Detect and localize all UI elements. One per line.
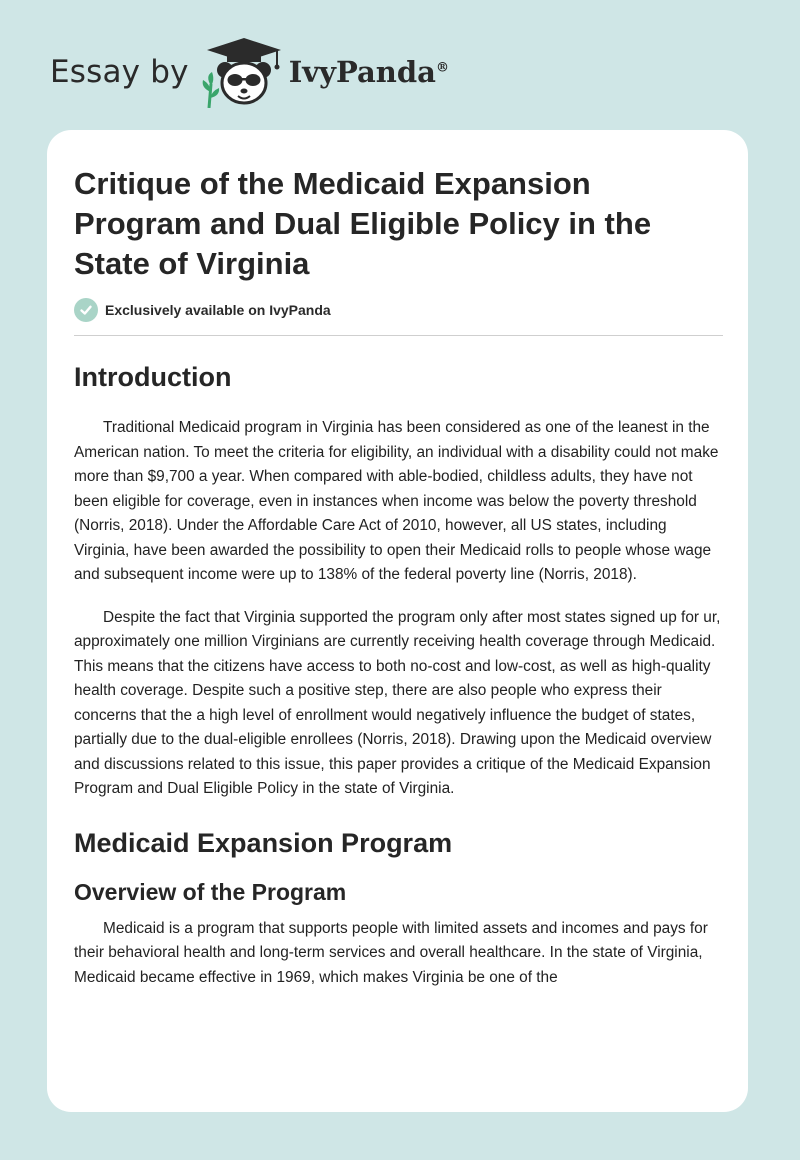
heading-medicaid-expansion: Medicaid Expansion Program: [74, 827, 453, 858]
overview-paragraph-1: Medicaid is a program that supports people with limited assets and incomes and pays for their behavioral health and long-term services and overall healthcare. In the state of Virginia, Medicaid became effective in 1969, which makes Virginia be one of the: [74, 919, 708, 986]
essay-title: Critique of the Medicaid Expansion Program and Dual Eligible Policy in the State of Virginia: [74, 166, 652, 281]
panda-logo-icon: [201, 36, 287, 108]
brand-header: [50, 36, 449, 108]
exclusive-badge: [74, 298, 723, 322]
check-circle-icon: [74, 298, 98, 322]
brand-name: IvyPanda®: [288, 55, 449, 89]
essay-card: [47, 130, 748, 1112]
brand-prefix: Essay by: [50, 54, 189, 90]
heading-overview: Overview of the Program: [74, 878, 347, 905]
heading-introduction: Introduction: [74, 362, 232, 392]
essay-content: [74, 164, 723, 990]
title-divider: [74, 335, 723, 336]
intro-paragraph-2: Despite the fact that Virginia supported the program only after most states signed up for ur, approximately one million Virginians are currently receiving health coverage through Medicaid. This means that the citizens have access to both no-cost and low-cost, as well as high-quality health coverage. Despite such a positive step, there are also people who express their concerns that the a high level of enrollment would negatively influence the budget of states, partially due to the dual-eligible enrollees (Norris, 2018). Drawing upon the Medicaid overview and discussions related to this issue, this paper provides a critique of the Medicaid Expansion Program and Dual Eligible Policy in the state of Virginia.: [74, 608, 721, 797]
exclusive-badge-text: Exclusively available on IvyPanda: [105, 302, 331, 318]
intro-paragraph-1: Traditional Medicaid program in Virginia has been considered as one of the leanest in the American nation. To meet the criteria for eligibility, an individual with a disability could not make more than $9,700 a year. When compared with able-bodied, childless adults, they have not been eligible for coverage, even in instances when income was below the poverty threshold (Norris, 2018). Under the Affordable Care Act of 2010, however, all US states, including Virginia, have been awarded the possibility to open their Medicaid rolls to people whose wage and subsequent income were up to 138% of the federal poverty line (Norris, 2018).: [74, 419, 719, 583]
